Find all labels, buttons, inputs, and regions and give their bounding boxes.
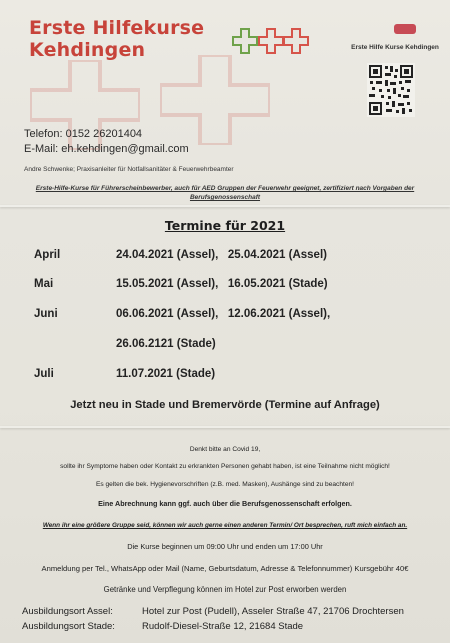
- schedule-dates: 06.06.2021 (Assel), 12.06.2021 (Assel),: [116, 308, 331, 320]
- registration-note: Anmeldung per Tel., WhatsApp oder Mail (Name, Geburtsdatum, Adresse & Telefonnummer) Kursgebühr 40€: [41, 564, 409, 573]
- schedule-dates: 11.07.2021 (Stade): [116, 368, 216, 380]
- catering-note: Getränke und Verpflegung können im Hotel zur Post erworben werden: [103, 585, 347, 594]
- location-label-assel: Ausbildungsort Assel:: [22, 606, 113, 617]
- schedule-month: April: [34, 249, 61, 261]
- intro-text: Erste-Hilfe-Kurse für Führerscheinbewerber, auch für AED Gruppen der Feuerwehr geeignet, zertifiziert nach Vorgaben der Berufsgenossenschaft: [35, 185, 415, 201]
- schedule-dates: 24.04.2021 (Assel), 25.04.2021 (Assel): [116, 249, 327, 261]
- schedule-heading: Termine für 2021: [164, 218, 286, 233]
- billing-note: Eine Abrechnung kann ggf. auch über die Berufsgenossenschaft erfolgen.: [98, 499, 352, 508]
- email-address[interactable]: E-Mail: eh.kehdingen@gmail.com: [24, 143, 189, 155]
- news-banner: Jetzt neu in Stade und Bremervörde (Termine auf Anfrage): [70, 399, 380, 411]
- schedule-month: Juni: [34, 308, 58, 320]
- location-label-stade: Ausbildungsort Stade:: [22, 621, 115, 632]
- logo-mark: [394, 24, 416, 34]
- group-note: Wenn ihr eine größere Gruppe seid, können wir auch gerne einen anderen Termin/ Ort besprechen, ruft mich einfach an.: [42, 522, 408, 529]
- paper-fold: [0, 205, 450, 207]
- first-aid-cross-icon-green: [232, 28, 258, 54]
- first-aid-cross-icon-red: [258, 28, 284, 54]
- contact-person: Andre Schwenke; Praxisanleiter für Notfallsanitäter & Feuerwehrbeamter: [24, 166, 234, 173]
- brand-title-line-2: Kehdingen: [29, 39, 146, 61]
- symptom-note: sollte ihr Symptome haben oder Kontakt zu erkrankten Personen gehabt haben, ist eine Teilnahme nicht möglich!: [60, 463, 390, 470]
- qr-code[interactable]: [367, 63, 415, 117]
- phone-number[interactable]: Telefon: 0152 26201404: [24, 128, 143, 140]
- course-times: Die Kurse beginnen um 09:00 Uhr und enden um 17:00 Uhr: [127, 542, 323, 551]
- location-address-assel: Hotel zur Post (Pudell), Asseler Straße 47, 21706 Drochtersen: [142, 606, 404, 617]
- brand-title-line-1: Erste Hilfekurse: [29, 17, 205, 39]
- watermark-cross-icon-2: [160, 55, 270, 145]
- covid-note: Denkt bitte an Covid 19,: [189, 446, 261, 453]
- schedule-dates: 15.05.2021 (Assel), 16.05.2021 (Stade): [116, 278, 328, 290]
- logo-caption: Erste Hilfe Kurse Kehdingen: [351, 44, 439, 51]
- location-address-stade: Rudolf-Diesel-Straße 12, 21684 Stade: [142, 621, 304, 632]
- schedule-month: Mai: [34, 278, 54, 290]
- schedule-dates: 26.06.2121 (Stade): [116, 338, 216, 350]
- first-aid-cross-icon-red-2: [283, 28, 309, 54]
- paper-fold-2: [0, 426, 450, 428]
- schedule-month: Juli: [34, 368, 54, 380]
- hygiene-note: Es gelten die bek. Hygienevorschriften (z.B. med. Masken), Aushänge sind zu beachten!: [95, 481, 355, 488]
